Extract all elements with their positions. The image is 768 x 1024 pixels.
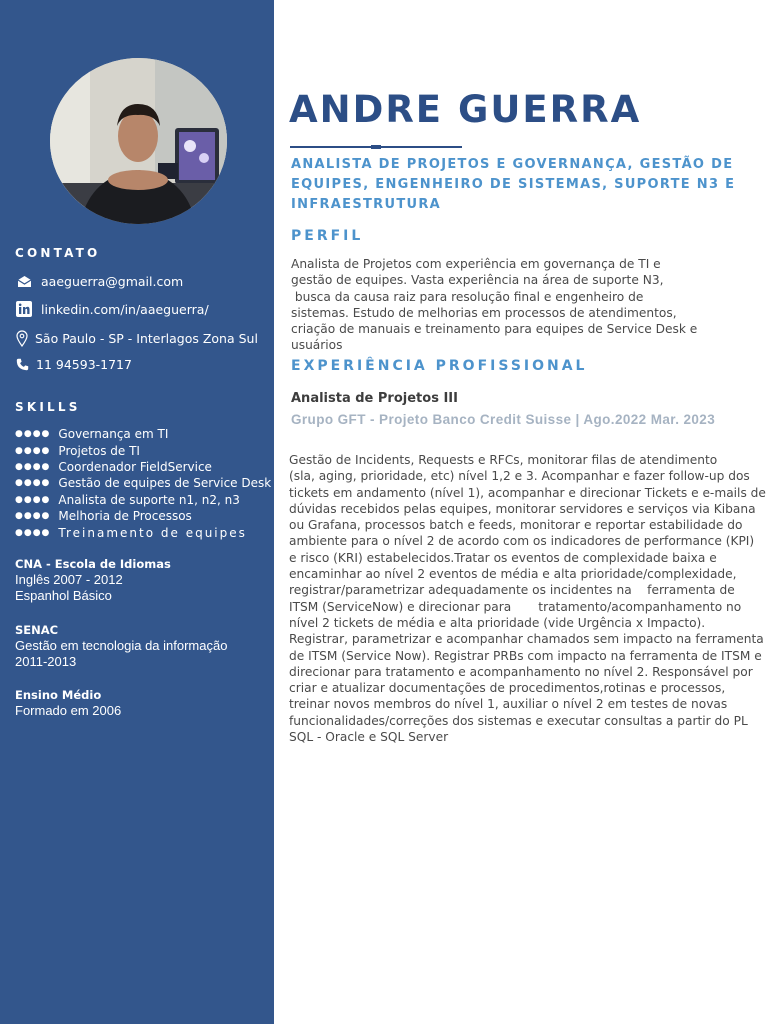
skill-item	[15, 524, 271, 540]
candidate-name: ANDRE GUERRA	[289, 88, 642, 131]
envelope-icon	[15, 272, 33, 290]
job-headline: ANALISTA DE PROJETOS E GOVERNANÇA, GESTÃO DE EQUIPES, ENGENHEIRO DE SISTEMAS, SUPORTE N3 E INFRAESTRUTURA	[291, 157, 736, 212]
name-underline-marker	[371, 145, 381, 149]
skill-item	[15, 442, 271, 458]
profile-photo-illustration	[50, 58, 227, 224]
contact-linkedin[interactable]	[15, 300, 209, 318]
skill-bullet-dots: ●●●●	[15, 511, 51, 522]
job-description-line: ambiente para o nível 2 de acordo com os indicadores de performance (KPI)	[289, 534, 755, 549]
job-description-line: ITSM (ServiceNow) e direcionar para tratamento/acompanhamento no	[289, 599, 742, 614]
contact-heading: CONTATO	[15, 246, 101, 260]
profile-line: criação de manuais e treinamento para equipes de Service Desk e	[291, 322, 698, 337]
education-detail: Formado em 2006	[15, 703, 122, 718]
job-description-line: Gestão de Incidents, Requests e RFCs, monitorar filas de atendimento	[289, 453, 718, 467]
job-description-line: criar e atualizar documentações de procedimentos,rotinas e processos,	[289, 681, 726, 696]
education-detail: 2011-2013	[15, 654, 77, 669]
job-description-line: direcionar para tratamento e acompanhamento no nível 2. Responsável por	[289, 664, 753, 679]
skill-label: Melhoria de Processos	[58, 509, 192, 524]
skill-item	[15, 475, 271, 491]
skill-label: Projetos de TI	[58, 443, 140, 458]
job-description-line: de ITSM (Service Now). Registrar PRBs com impacto na ferramenta de ITSM e	[289, 648, 762, 663]
education-institution: Ensino Médio	[15, 688, 102, 702]
skills-list	[15, 426, 271, 541]
skill-item	[15, 508, 271, 524]
experience-heading: EXPERIÊNCIA PROFISSIONAL	[291, 358, 588, 374]
job-description-line: funcionalidades/correções dos sistemas e executar consultas a partir do PL	[289, 713, 748, 728]
job-description-line: treinar novos membros do nível 1, auxiliar o nível 2 em testes de novas	[289, 697, 728, 712]
contact-phone[interactable]	[15, 355, 132, 373]
job-description-line: dúvidas recebidos pelas equipes, monitorar servidores e serviços via Kibana	[289, 501, 756, 516]
job-company: Grupo GFT - Projeto Banco Credit Suisse | Ago.2022 Mar. 2023	[291, 412, 716, 427]
education-institution: CNA - Escola de Idiomas	[15, 557, 171, 571]
job-description-line: (sla, aging, prioridade, etc) nível 1,2 e 3. Acompanhar e fazer follow-up dos	[289, 469, 750, 484]
job-description-line: encaminhar ao nível 2 eventos de média e alta prioridade/complexidade,	[289, 567, 737, 582]
skill-item	[15, 459, 271, 475]
education-senac	[15, 623, 227, 670]
skill-item	[15, 492, 271, 508]
education-cna	[15, 557, 171, 604]
job-description-line: SQL - Oracle e SQL Server	[289, 730, 449, 745]
skill-bullet-dots: ●●●●	[15, 527, 51, 538]
contact-location	[15, 329, 258, 347]
job-description-line: tickets em andamento (nível 1), acompanhar e direcionar Tickets e e-mails de	[289, 485, 766, 500]
profile-line: usuários	[291, 338, 343, 353]
education-detail: Espanhol Básico	[15, 588, 112, 603]
skill-label: Analista de suporte n1, n2, n3	[58, 492, 240, 507]
location-pin-icon	[15, 329, 29, 347]
education-ensino-medio	[15, 688, 121, 719]
skill-bullet-dots: ●●●●	[15, 478, 51, 489]
skill-item	[15, 426, 271, 442]
sidebar	[0, 0, 274, 1024]
contact-email-text: aaeguerra@gmail.com	[41, 273, 184, 289]
skill-label: Governança em TI	[58, 427, 169, 442]
education-institution: SENAC	[15, 623, 59, 637]
profile-heading: PERFIL	[291, 228, 364, 244]
skills-heading: SKILLS	[15, 400, 81, 414]
linkedin-icon	[15, 300, 33, 318]
skill-bullet-dots: ●●●●	[15, 494, 51, 505]
job-description	[289, 452, 766, 745]
profile-line: busca da causa raiz para resolução final e engenheiro de	[291, 289, 644, 304]
skill-bullet-dots: ●●●●	[15, 445, 51, 456]
skill-label: Gestão de equipes de Service Desk	[58, 476, 272, 491]
skill-bullet-dots: ●●●●	[15, 429, 51, 440]
profile-photo	[50, 58, 227, 224]
profile-line: sistemas. Estudo de melhorias em processos de atendimentos,	[291, 305, 677, 320]
contact-phone-text: 11 94593-1717	[36, 356, 132, 372]
contact-email[interactable]	[15, 272, 183, 290]
contact-linkedin-text: linkedin.com/in/aaeguerra/	[41, 301, 209, 317]
job-description-line: Registrar, parametrizar e acompanhar chamados sem impacto na ferramenta	[289, 632, 764, 647]
skill-label: Coordenador FieldService	[58, 459, 212, 474]
job-description-line: nível 2 tickets de média e alta prioridade (vide Urgência x Impacto).	[289, 615, 706, 630]
job-description-line: ou Grafana, processos batch e feeds, monitorar e reportar estabilidade do	[289, 518, 743, 533]
job-title: Analista de Projetos III	[291, 391, 458, 406]
skill-label: Treinamento de equipes	[58, 525, 247, 540]
job-description-line: e risco (KRI) estabelecidos.Tratar os eventos de complexidade baixa e	[289, 550, 717, 565]
job-description-line: registrar/parametrizar adequadamente os incidentes na ferramenta de	[289, 583, 735, 598]
skill-bullet-dots: ●●●●	[15, 461, 51, 472]
contact-location-text: São Paulo - SP - Interlagos Zona Sul	[35, 330, 258, 346]
profile-summary	[291, 256, 701, 354]
profile-line: Analista de Projetos com experiência em governança de TI e	[291, 257, 661, 271]
education-detail: Inglês 2007 - 2012	[15, 572, 123, 587]
phone-icon	[15, 355, 29, 373]
education-detail: Gestão em tecnologia da informação	[15, 638, 228, 653]
profile-line: gestão de equipes. Vasta experiência na área de suporte N3,	[291, 273, 664, 288]
